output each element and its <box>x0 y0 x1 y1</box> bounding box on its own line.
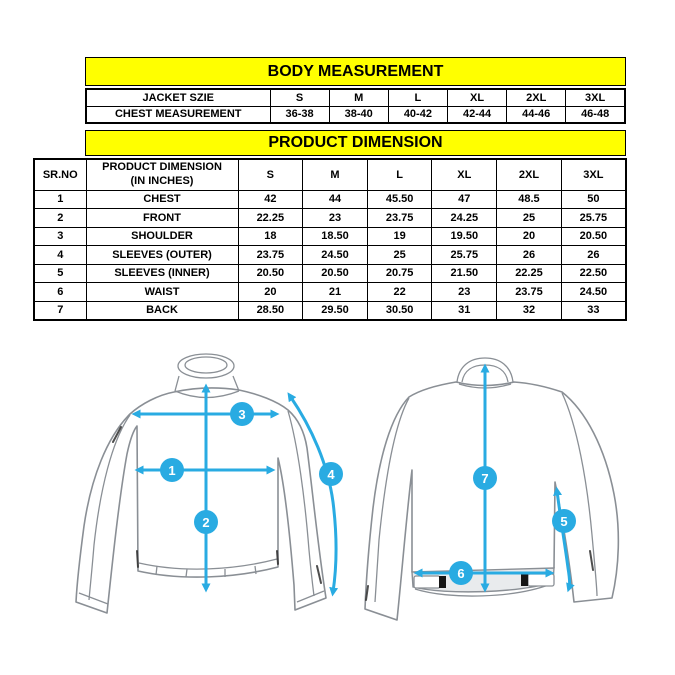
value-cell: 3XL <box>566 89 625 106</box>
value-cell: 20.50 <box>303 264 368 283</box>
marker-6-number: 6 <box>457 566 465 581</box>
value-cell: 30.50 <box>367 301 432 320</box>
value-cell: 22.25 <box>238 209 303 228</box>
srno-header-cell: SR.NO <box>34 159 86 190</box>
value-cell: 26 <box>497 246 562 265</box>
marker-4-number: 4 <box>327 467 335 482</box>
value-cell: 20 <box>238 283 303 302</box>
dimension-label-cell: WAIST <box>86 283 238 302</box>
value-cell: 20.75 <box>367 264 432 283</box>
value-cell: 25.75 <box>432 246 497 265</box>
jacket-measurement-diagram <box>0 330 675 675</box>
row-label-cell: JACKET SZIE <box>86 89 270 106</box>
product-dimension-table <box>33 158 627 321</box>
value-cell: 25.75 <box>561 209 626 228</box>
sr-cell: 7 <box>34 301 86 320</box>
dimension-header-line2: (IN INCHES) <box>130 174 194 187</box>
value-cell: M <box>329 89 388 106</box>
sr-cell: 6 <box>34 283 86 302</box>
value-cell: 38-40 <box>329 106 388 123</box>
size-header-cell: S <box>238 159 303 190</box>
body-measurement-row <box>86 89 625 106</box>
back-jacket-drawing <box>365 358 618 620</box>
product-dimension-row <box>34 227 626 246</box>
value-cell: 25 <box>367 246 432 265</box>
marker-1-chest <box>160 458 184 482</box>
value-cell: 18 <box>238 227 303 246</box>
value-cell: 40-42 <box>388 106 447 123</box>
value-cell: 20.50 <box>561 227 626 246</box>
value-cell: 42 <box>238 190 303 209</box>
sr-cell: 4 <box>34 246 86 265</box>
value-cell: 44 <box>303 190 368 209</box>
value-cell: 33 <box>561 301 626 320</box>
value-cell: 23.75 <box>238 246 303 265</box>
value-cell: 2XL <box>507 89 566 106</box>
dimension-label-cell: SLEEVES (OUTER) <box>86 246 238 265</box>
value-cell: 48.5 <box>497 190 562 209</box>
value-cell: 24.50 <box>303 246 368 265</box>
value-cell: 21.50 <box>432 264 497 283</box>
marker-3-shoulder <box>230 402 254 426</box>
value-cell: 42-44 <box>447 106 506 123</box>
dimension-label-cell: BACK <box>86 301 238 320</box>
value-cell: 24.25 <box>432 209 497 228</box>
dimension-label-cell: SHOULDER <box>86 227 238 246</box>
body-measurement-title: BODY MEASUREMENT <box>85 57 626 86</box>
sr-cell: 3 <box>34 227 86 246</box>
marker-5-number: 5 <box>560 514 568 529</box>
value-cell: 21 <box>303 283 368 302</box>
dimension-label-cell: SLEEVES (INNER) <box>86 264 238 283</box>
front-collar-inner <box>185 357 227 373</box>
value-cell: 22.25 <box>497 264 562 283</box>
waist-adjuster-left <box>414 576 440 588</box>
value-cell: 23 <box>303 209 368 228</box>
marker-5-inner-sleeve <box>552 509 576 533</box>
size-header-cell: 2XL <box>497 159 562 190</box>
value-cell: 20.50 <box>238 264 303 283</box>
value-cell: 26 <box>561 246 626 265</box>
value-cell: 25 <box>497 209 562 228</box>
product-dimension-header-row <box>34 159 626 190</box>
size-header-cell: M <box>303 159 368 190</box>
marker-4-outer-sleeve <box>319 462 343 486</box>
row-label-cell: CHEST MEASUREMENT <box>86 106 270 123</box>
value-cell: 44-46 <box>507 106 566 123</box>
front-jacket-outline <box>76 388 326 613</box>
marker-6-waist <box>449 561 473 585</box>
size-header-cell: XL <box>432 159 497 190</box>
value-cell: 46-48 <box>566 106 625 123</box>
value-cell: 23 <box>432 283 497 302</box>
sr-cell: 2 <box>34 209 86 228</box>
marker-2-number: 2 <box>202 515 210 530</box>
waist-buckle-left <box>439 576 446 588</box>
product-dimension-row <box>34 283 626 302</box>
front-cuff-lines <box>79 591 324 604</box>
value-cell: 45.50 <box>367 190 432 209</box>
waist-buckle-right <box>521 574 528 586</box>
dimension-header-line1: PRODUCT DIMENSION <box>102 161 222 173</box>
value-cell: 36-38 <box>270 106 329 123</box>
size-header-cell: 3XL <box>561 159 626 190</box>
value-cell: S <box>270 89 329 106</box>
size-header-cell: L <box>367 159 432 190</box>
body-measurement-table <box>85 88 626 124</box>
value-cell: 23.75 <box>497 283 562 302</box>
product-dimension-row <box>34 301 626 320</box>
product-dimension-row <box>34 190 626 209</box>
body-measurement-row <box>86 106 625 123</box>
product-dimension-row <box>34 264 626 283</box>
value-cell: 19 <box>367 227 432 246</box>
marker-7-back-length <box>473 466 497 490</box>
value-cell: 24.50 <box>561 283 626 302</box>
sr-cell: 5 <box>34 264 86 283</box>
value-cell: 29.50 <box>303 301 368 320</box>
value-cell: 47 <box>432 190 497 209</box>
value-cell: 19.50 <box>432 227 497 246</box>
dimension-header-cell <box>86 159 238 190</box>
value-cell: 18.50 <box>303 227 368 246</box>
marker-3-number: 3 <box>238 407 246 422</box>
value-cell: 22.50 <box>561 264 626 283</box>
sr-cell: 1 <box>34 190 86 209</box>
product-dimension-title: PRODUCT DIMENSION <box>85 130 626 156</box>
value-cell: 50 <box>561 190 626 209</box>
value-cell: L <box>388 89 447 106</box>
value-cell: 31 <box>432 301 497 320</box>
value-cell: 20 <box>497 227 562 246</box>
value-cell: 32 <box>497 301 562 320</box>
waist-adjuster-right <box>528 574 554 586</box>
value-cell: 28.50 <box>238 301 303 320</box>
product-dimension-row <box>34 246 626 265</box>
dimension-label-cell: CHEST <box>86 190 238 209</box>
marker-2-front-length <box>194 510 218 534</box>
dimension-label-cell: FRONT <box>86 209 238 228</box>
marker-7-number: 7 <box>481 471 489 486</box>
front-jacket-drawing <box>76 354 326 613</box>
value-cell: XL <box>447 89 506 106</box>
marker-1-number: 1 <box>168 463 176 478</box>
value-cell: 22 <box>367 283 432 302</box>
value-cell: 23.75 <box>367 209 432 228</box>
product-dimension-row <box>34 209 626 228</box>
